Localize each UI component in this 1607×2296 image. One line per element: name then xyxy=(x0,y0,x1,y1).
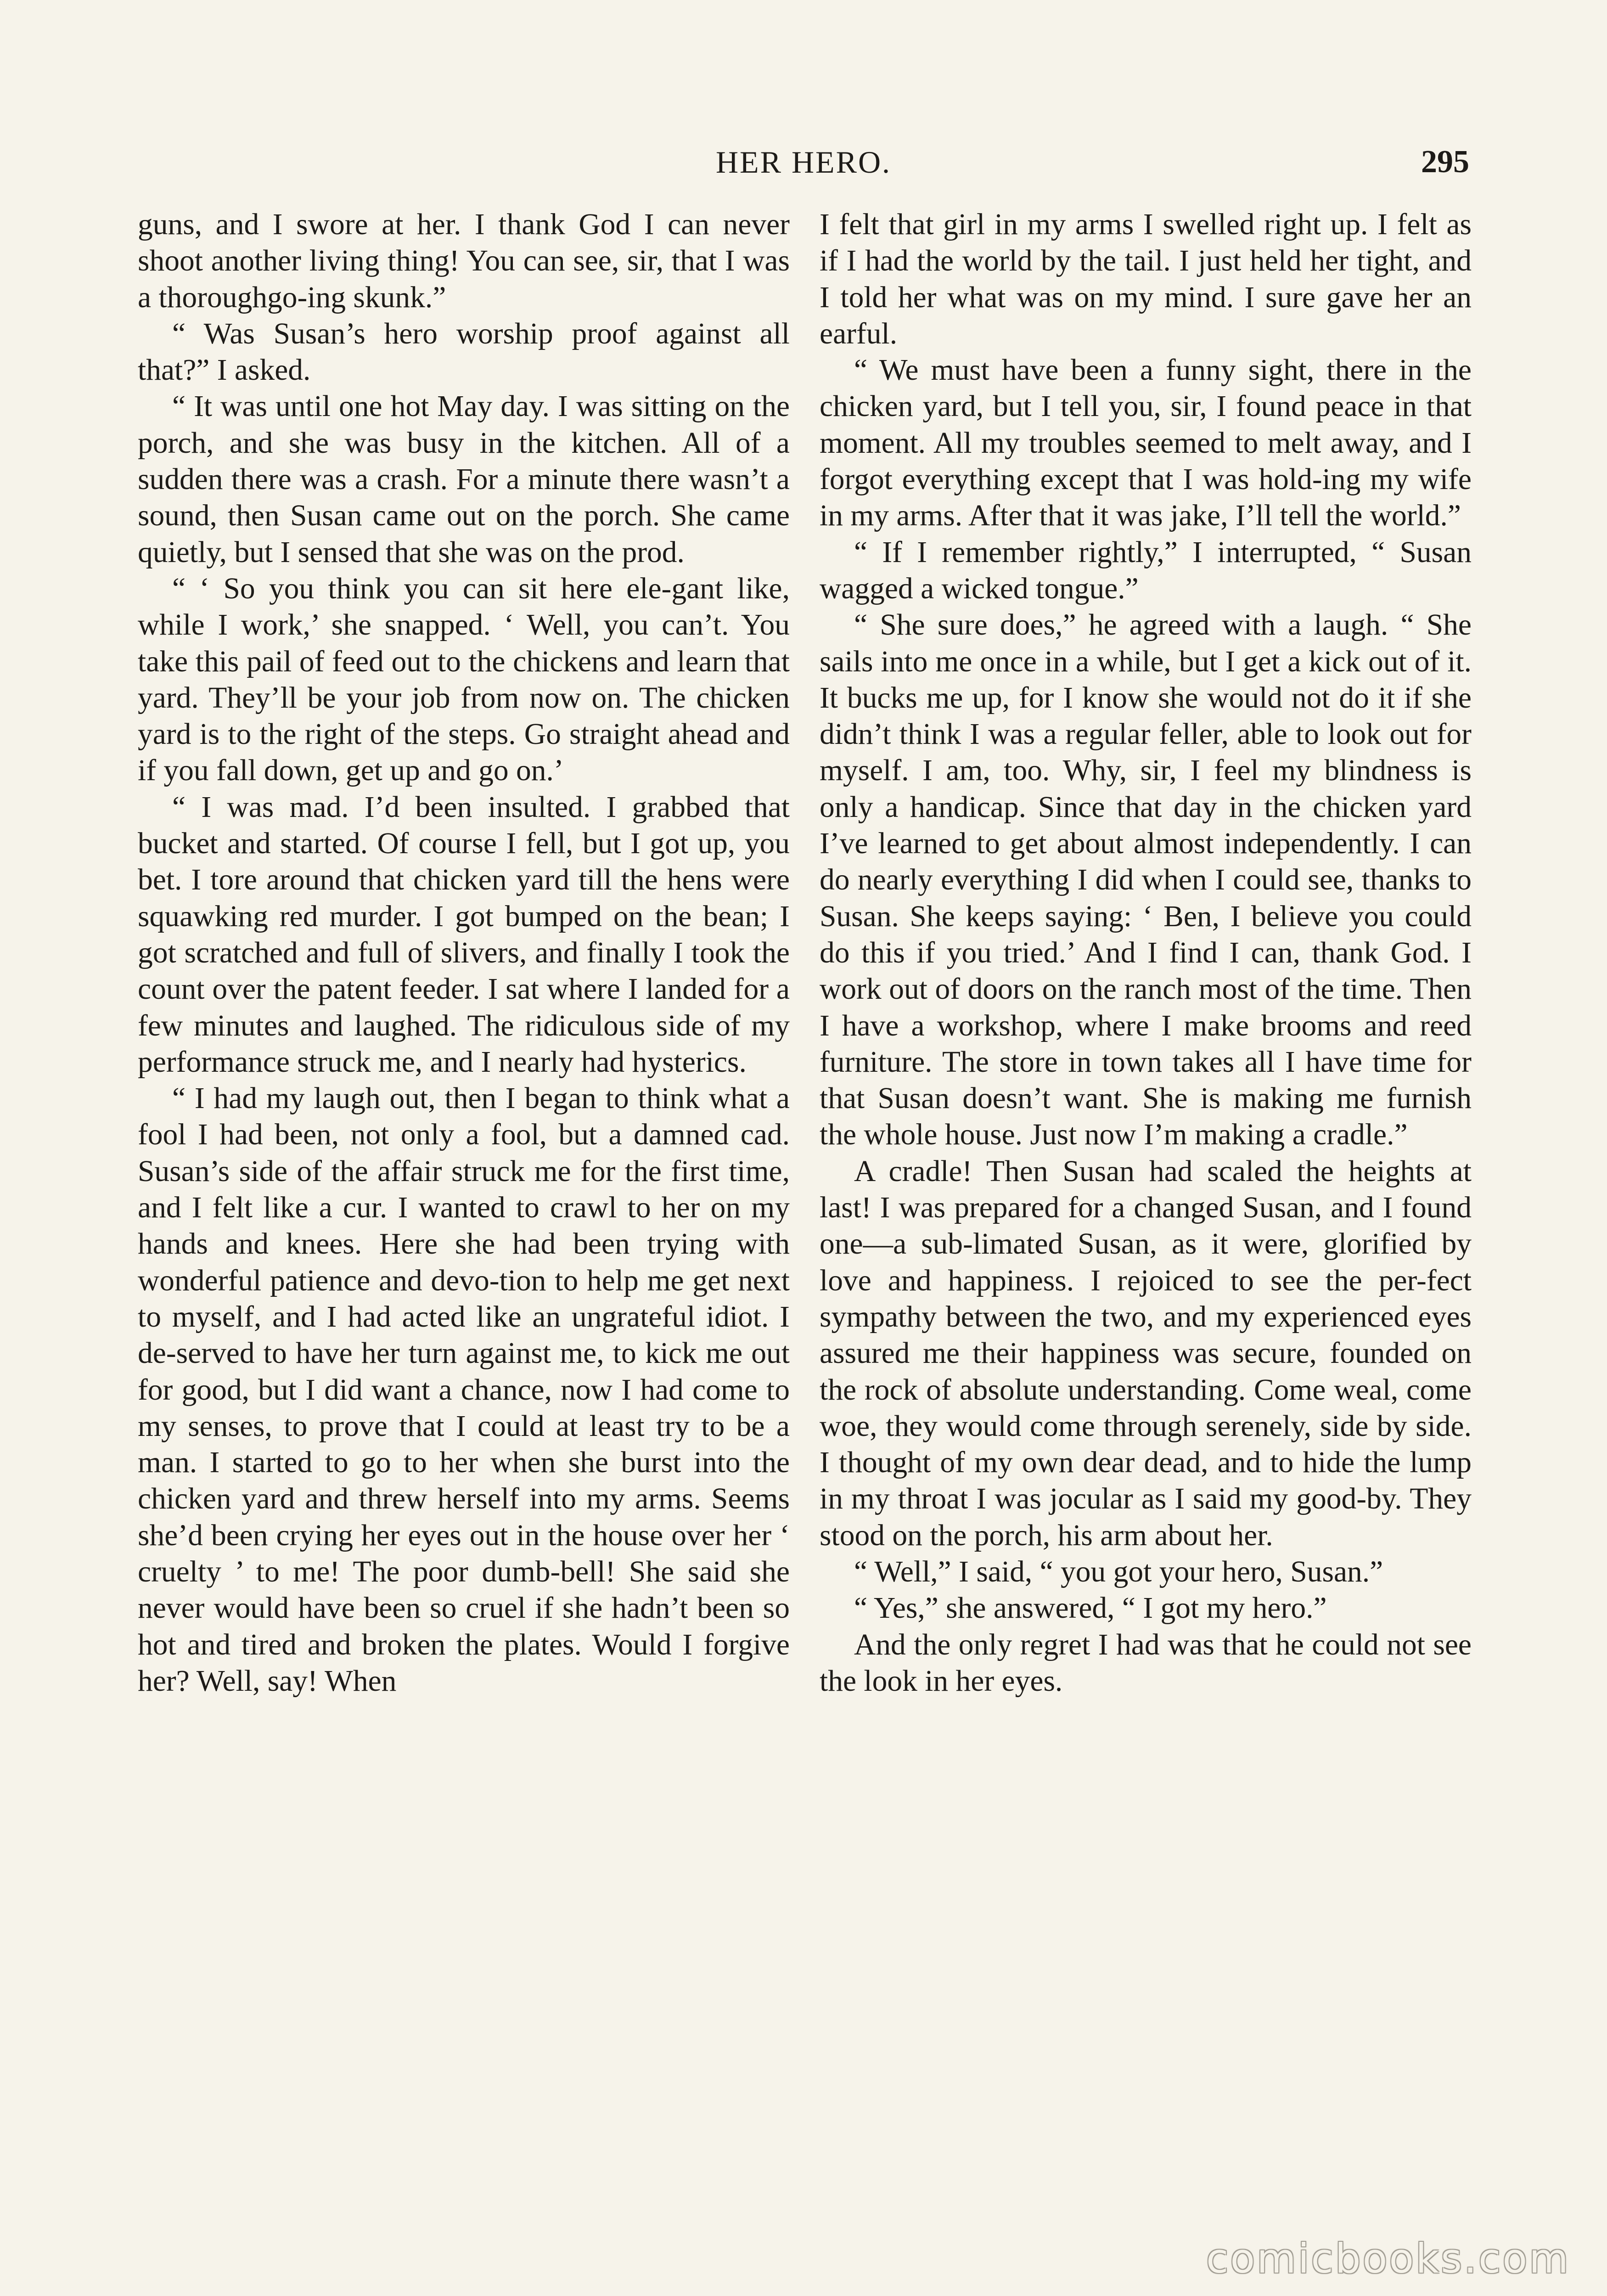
page-number: 295 xyxy=(1421,144,1469,180)
paragraph: “ Was Susan’s hero worship proof against all that?” I asked. xyxy=(138,317,790,387)
paragraph: “ I had my laugh out, then I began to think what a fool I had been, not only a fool, but a damned cad. Susan’s side of the affair struck me for the first time, and I felt like a cur. I wanted to crawl to her on my hands and knees. Here she had been trying with wonderful patience and devo-tion to help me get next to myself, and I had acted like an ungrateful idiot. I de-served to have her turn against me, to kick me out for good, but I did want a chance, now I had come to my senses, to prove that I could at least try to be a man. I started to go to her when she burst into the chicken yard and threw herself into my arms. Seems she’d been crying her eyes out in the house over her ‘ cruelty ’ to me! The poor dumb-bell! She said she never would have been so cruel if she hadn’t been so hot and tired and broken the plates. Would I forgive her? Well, say! When xyxy=(138,1082,790,1698)
right-column xyxy=(820,207,1472,1699)
paragraph: “ ‘ So you think you can sit here ele-gant like, while I work,’ she snapped. ‘ Well, you can’t. You take this pail of feed out to the chickens and learn that yard. They’ll be your job from now on. The chicken yard is to the right of the steps. Go straight ahead and if you fall down, get up and go on.’ xyxy=(138,572,790,788)
paragraph: “ Well,” I said, “ you got your hero, Susan.” xyxy=(854,1555,1383,1588)
paragraph: “ If I remember rightly,” I interrupted, “ Susan wagged a wicked tongue.” xyxy=(820,535,1472,605)
paragraph: “ We must have been a funny sight, there in the chicken yard, but I tell you, sir, I found peace in that moment. All my troubles seemed to melt away, and I forgot everything except that I was hold-ing my wife in my arms. After that it was jake, I’ll tell the world.” xyxy=(820,354,1472,533)
paragraph: “ I was mad. I’d been insulted. I grabbed that bucket and started. Of course I fell, but I got up, you bet. I tore around that chicken yard till the hens were squawking red murder. I got bumped on the bean; I got scratched and full of slivers, and finally I took the count over the patent feeder. I sat where I landed for a few minutes and laughed. The ridiculous side of my performance struck me, and I nearly had hysterics. xyxy=(138,790,790,1079)
left-column xyxy=(138,207,790,1699)
watermark: comicbooks.com xyxy=(1206,2235,1570,2282)
paragraph: “ She sure does,” he agreed with a laugh. “ She sails into me once in a while, but I get a kick out of it. It bucks me up, for I know she would not do it if she didn’t think I was a regular feller, able to look out for myself. I am, too. Why, sir, I feel my blindness is only a handicap. Since that day in the chicken yard I’ve learned to get about almost independently. I can do nearly everything I did when I could see, thanks to Susan. She keeps saying: ‘ Ben, I believe you could do this if you tried.’ And I find I can, thank God. I work out of doors on the ranch most of the time. Then I have a workshop, where I make brooms and reed furniture. The store in town takes all I have time for that Susan doesn’t want. She is making me furnish the whole house. Just now I’m making a cradle.” xyxy=(820,608,1472,1152)
page-header xyxy=(138,137,1469,187)
paragraph: “ It was until one hot May day. I was sitting on the porch, and she was busy in the kitchen. All of a sudden there was a crash. For a minute there wasn’t a sound, then Susan came out on the porch. She came quietly, but I sensed that she was on the prod. xyxy=(138,390,790,569)
paragraph: guns, and I swore at her. I thank God I can never shoot another living thing! You can see, sir, that I was a thoroughgo-ing skunk.” xyxy=(138,208,790,314)
paragraph: And the only regret I had was that he could not see the look in her eyes. xyxy=(820,1628,1472,1698)
paragraph: “ Yes,” she answered, “ I got my hero.” xyxy=(854,1592,1327,1625)
running-head: HER HERO. xyxy=(715,145,892,180)
paragraph: I felt that girl in my arms I swelled right up. I felt as if I had the world by the tail. I just held her tight, and I told her what was on my mind. I sure gave her an earful. xyxy=(820,208,1472,350)
paragraph: A cradle! Then Susan had scaled the heights at last! I was prepared for a changed Susan, and I found one—a sub-limated Susan, as it were, glorified by love and happiness. I rejoiced to see the per-fect sympathy between the two, and my experienced eyes assured me their happiness was secure, founded on the rock of absolute understanding. Come weal, come woe, they would come through serenely, side by side. I thought of my own dear dead, and to hide the lump in my throat I was jocular as I said my good-by. They stood on the porch, his arm about her. xyxy=(820,1154,1472,1552)
